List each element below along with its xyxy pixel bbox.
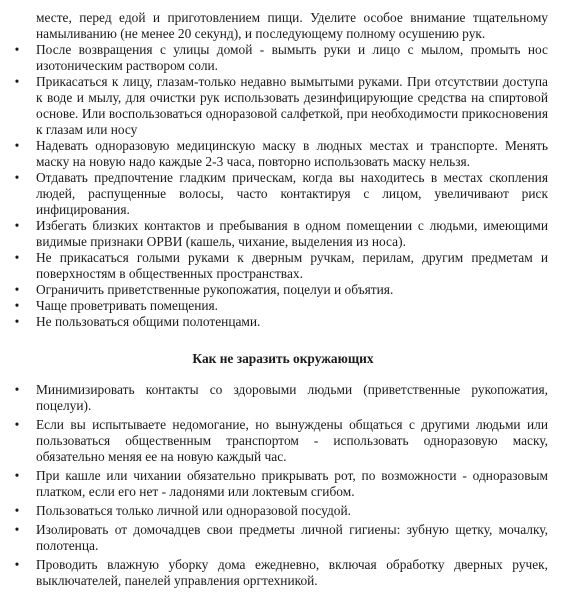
list-item — [0, 218, 548, 250]
list-item-text: Проводить влажную уборку дома ежедневно, включая обработку дверных ручек, выключателей, панелей управления оргтехникой. — [36, 557, 548, 588]
bullet-icon: • — [14, 417, 20, 432]
bullet-icon: • — [14, 314, 20, 329]
bullet-icon: • — [14, 382, 20, 397]
list-item — [0, 557, 548, 589]
bullet-icon: • — [14, 522, 20, 537]
prevention-list — [0, 42, 566, 330]
list-item-text: Чаще проветривать помещения. — [36, 298, 219, 313]
bullet-icon: • — [14, 250, 20, 265]
bullet-icon: • — [14, 468, 20, 483]
list-item — [0, 74, 548, 138]
bullet-icon: • — [14, 282, 20, 297]
bullet-icon: • — [14, 42, 20, 57]
list-item — [0, 250, 548, 282]
list-item — [0, 382, 548, 414]
list-item — [0, 170, 548, 218]
list-item — [0, 503, 548, 519]
list-item-text: Ограничить приветственные рукопожатия, поцелуи и объятия. — [36, 282, 394, 297]
protect-others-list — [0, 382, 566, 592]
list-item-text: Минимизировать контакты со здоровыми людьми (приветственные рукопожатия, поцелуи). — [36, 382, 548, 413]
list-item-text: При кашле или чихании обязательно прикрывать рот, по возможности - одноразовым платком, если его нет - ладонями или локтевым сгибом. — [36, 468, 548, 499]
list-item-text: Не прикасаться голыми руками к дверным ручкам, перилам, другим предметам и поверхностям в общественных пространствах. — [36, 250, 548, 281]
bullet-icon: • — [14, 503, 20, 518]
list-item-text: Прикасаться к лицу, глазам-только недавно вымытыми руками. При отсутствии доступа к воде и мылу, для очистки рук использовать дезинфицирующие средства на спиртовой основе. Или воспользоваться одноразовой салфеткой, при необходимости прикосновения к глазам или носу — [36, 74, 548, 137]
bullet-icon: • — [14, 218, 20, 233]
list-item-text: Надевать одноразовую медицинскую маску в людных местах и транспорте. Менять маску на новую надо каждые 2-3 часа, повторно использовать маску нельзя. — [36, 138, 548, 169]
list-item — [0, 417, 548, 465]
list-item-text: Пользоваться только личной или одноразовой посудой. — [36, 503, 352, 518]
list-item — [0, 468, 548, 500]
list-item — [0, 522, 548, 554]
continuation-paragraph: месте, перед едой и приготовлением пищи. Уделите особое внимание тщательному намыливанию (не менее 20 секунд), и последующему полному осушению рук. — [36, 10, 548, 41]
bullet-icon: • — [14, 557, 20, 572]
bullet-icon: • — [14, 298, 20, 313]
list-item — [0, 314, 548, 330]
list-item-text: Отдавать предпочтение гладким прическам, когда вы находитесь в местах скопления людей, распущенные волосы, часто контактируя с лицом, увеличивают риск инфицирования. — [36, 170, 548, 217]
list-item — [0, 138, 548, 170]
section-heading: Как не заразить окружающих — [192, 351, 374, 366]
list-item-text: Изолировать от домочадцев свои предметы личной гигиены: зубную щетку, мочалку, полотенца. — [36, 522, 548, 553]
list-item-text: После возвращения с улицы домой - вымыть руки и лицо с мылом, промыть нос изотоническим раствором соли. — [36, 42, 548, 73]
list-item — [0, 298, 548, 314]
list-item-text: Не пользоваться общими полотенцами. — [36, 314, 261, 329]
bullet-icon: • — [14, 74, 20, 89]
bullet-icon: • — [14, 170, 20, 185]
bullet-icon: • — [14, 138, 20, 153]
list-item — [0, 42, 548, 74]
list-item-text: Если вы испытываете недомогание, но вынуждены общаться с другими людьми или пользоваться общественным транспортом - использовать одноразовую маску, обязательно меняя ее на новую каждый час. — [36, 417, 548, 464]
list-item-text: Избегать близких контактов и пребывания в одном помещении с людьми, имеющими видимые признаки ОРВИ (кашель, чихание, выделения из носа). — [36, 218, 548, 249]
list-item — [0, 282, 548, 298]
